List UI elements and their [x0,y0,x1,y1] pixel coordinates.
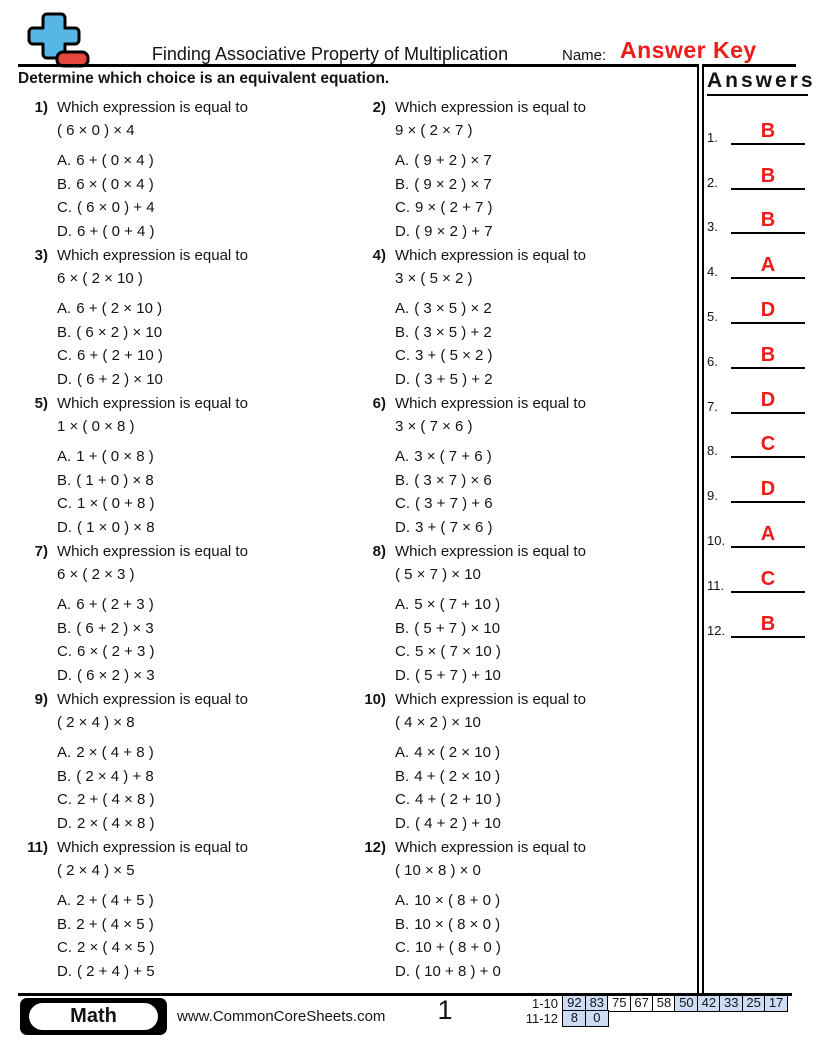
choice-option [395,173,586,197]
answer-number: 3. [707,219,718,235]
choice-expression: ( 4 + 2 ) + 10 [415,814,501,832]
header-divider-line [18,64,796,67]
question-block [356,98,694,246]
question-body [395,690,586,838]
choice-letter: B. [57,915,72,933]
question-prompt: Which expression is equal to [57,543,248,560]
choice-letter: A. [395,152,410,169]
choice-option [57,788,248,812]
choice-option [395,196,586,220]
choice-letter: C. [395,199,410,216]
answer-number: 6. [707,353,718,369]
choice-option [57,765,248,789]
choice-expression: 6 + ( 2 + 10 ) [77,347,163,364]
choice-list [395,445,586,539]
choice-letter: C. [395,495,410,512]
choice-expression: ( 3 + 5 ) + 2 [415,370,493,388]
question-prompt: Which expression is equal to [57,99,248,116]
question-number: 10) [364,691,386,708]
score-cell: 83 [585,995,609,1012]
question-expression: ( 2 × 4 ) × 5 [57,862,135,879]
question-block [356,542,694,690]
question-prompt: Which expression is equal to [57,395,248,412]
choice-option [57,812,248,836]
choice-expression: ( 6 + 2 ) × 3 [76,619,154,637]
question-number: 6) [372,395,386,412]
choice-expression: ( 1 + 0 ) × 8 [76,471,154,489]
choice-option [57,960,248,984]
choice-expression: 4 + ( 2 + 10 ) [415,791,501,808]
question-prompt: Which expression is equal to [395,247,586,264]
choice-list [57,445,248,539]
question-prompt: Which expression is equal to [395,839,586,856]
choice-expression: 5 × ( 7 × 10 ) [415,643,501,660]
question-block [356,838,694,986]
score-table-row [518,1010,788,1027]
answer-row [707,145,808,190]
choice-option [395,445,586,469]
question-number: 9) [34,691,48,708]
choice-expression: ( 3 × 5 ) + 2 [414,323,492,341]
answers-panel [707,69,816,638]
question-expression: ( 6 × 0 ) × 4 [57,122,135,139]
choice-option [395,593,586,617]
choice-letter: B. [395,767,410,785]
choice-letter: C. [395,939,410,956]
choice-expression: 3 + ( 5 × 2 ) [415,347,493,364]
choice-expression: 6 + ( 2 × 10 ) [76,300,163,317]
question-body [57,690,248,838]
score-cell: 33 [719,995,743,1012]
choice-option [395,344,586,368]
choice-expression: ( 10 + 8 ) + 0 [415,962,501,980]
choice-option [57,516,248,540]
answer-number: 12. [707,622,726,638]
choice-letter: A. [57,744,72,761]
question-number: 1) [34,99,48,116]
choice-letter: B. [395,323,410,341]
choice-list [395,297,586,391]
page-number: 1 [437,995,453,1025]
choice-letter: A. [395,448,410,465]
question-body [57,542,248,690]
choice-letter: A. [395,744,410,761]
choice-letter: C. [395,347,410,364]
choice-letter: C. [395,791,410,808]
choice-list [57,889,248,983]
choice-letter: D. [57,814,72,832]
choice-letter: C. [57,199,72,216]
choice-option [57,593,248,617]
answer-number: 7. [707,398,718,414]
choice-list [395,889,586,983]
choice-option [57,640,248,664]
choice-expression: ( 9 × 2 ) × 7 [414,175,492,193]
choice-expression: 9 × ( 2 + 7 ) [415,199,493,216]
choice-option [395,220,586,244]
choice-letter: A. [57,892,72,909]
choice-option [57,321,248,345]
answer-blank-line [731,434,805,458]
score-cell: 58 [652,995,676,1012]
question-block [356,246,694,394]
choice-option [395,812,586,836]
answer-row [707,548,808,593]
choice-letter: D. [395,222,410,240]
answer-number: 11. [707,577,725,593]
choice-list [57,297,248,391]
score-row-label: 11-12 [525,1011,558,1027]
question-prompt: Which expression is equal to [57,691,248,708]
choice-letter: D. [57,666,72,684]
choice-letter: B. [57,175,72,193]
answer-blank-line [731,166,805,190]
choice-letter: A. [57,596,72,613]
question-prompt: Which expression is equal to [395,99,586,116]
question-body [57,838,248,986]
choice-letter: C. [57,495,72,512]
choice-expression: 2 + ( 4 + 5 ) [76,892,154,909]
question-block [18,542,356,690]
choice-expression: 5 × ( 7 + 10 ) [414,596,501,613]
question-block [356,690,694,838]
answer-blank-line [731,210,805,234]
choice-option [395,664,586,688]
choice-expression: 2 × ( 4 × 5 ) [77,939,155,956]
answer-letter: A [760,254,776,277]
choice-expression: 6 + ( 0 × 4 ) [76,152,154,169]
questions-grid [18,98,694,986]
answer-row [707,190,808,235]
score-cell: 8 [562,1010,586,1027]
choice-letter: D. [395,814,410,832]
question-body [395,394,586,542]
answer-letter: B [760,343,776,366]
choice-option [57,196,248,220]
question-block [18,98,356,246]
question-body [57,98,248,246]
choice-expression: 4 × ( 2 × 10 ) [414,744,501,761]
choice-option [57,220,248,244]
question-block [18,690,356,838]
question-expression: ( 4 × 2 ) × 10 [395,714,481,731]
choice-letter: A. [395,596,410,613]
choice-letter: A. [57,448,72,465]
question-expression: 3 × ( 7 × 6 ) [395,418,473,435]
question-number: 3) [34,247,48,264]
answer-blank-line [731,524,805,548]
choice-option [57,149,248,173]
choice-expression: ( 9 × 2 ) + 7 [415,222,493,240]
choice-expression: 3 × ( 7 + 6 ) [414,448,492,465]
choice-letter: D. [395,962,410,980]
choice-expression: 2 × ( 4 × 8 ) [77,814,155,832]
answer-letter: D [760,298,776,321]
question-prompt: Which expression is equal to [57,247,248,264]
choice-letter: A. [395,892,410,909]
choice-option [395,741,586,765]
choice-expression: 2 + ( 4 × 5 ) [76,915,154,933]
subject-badge-label: Math [29,1003,158,1030]
answer-row [707,458,808,503]
choice-expression: ( 6 × 0 ) + 4 [77,199,155,216]
choice-list [57,741,248,835]
choice-option [57,617,248,641]
question-body [395,542,586,690]
choice-letter: D. [57,370,72,388]
choice-letter: B. [57,767,72,785]
answer-number: 8. [707,443,718,459]
answer-letter: A [760,522,776,545]
answer-blank-line [731,121,805,145]
choice-option [395,788,586,812]
choice-expression: 4 + ( 2 × 10 ) [414,767,501,785]
choice-expression: 1 × ( 0 + 8 ) [77,495,155,512]
choice-expression: ( 2 + 4 ) + 5 [77,962,155,980]
question-prompt: Which expression is equal to [395,691,586,708]
choice-expression: ( 9 + 2 ) × 7 [414,152,492,169]
score-row-label: 1-10 [531,996,558,1011]
choice-expression: 1 + ( 0 × 8 ) [76,448,154,465]
website-url: www.CommonCoreSheets.com [177,1008,386,1025]
answer-letter: B [760,612,776,635]
choice-letter: C. [57,791,72,808]
choice-letter: D. [395,370,410,388]
answer-number: 4. [707,264,718,280]
choice-expression: 10 + ( 8 + 0 ) [415,939,501,956]
answers-heading: Answers [707,69,808,96]
choice-option [57,469,248,493]
choice-option [395,492,586,516]
score-cell: 75 [607,995,631,1012]
answer-blank-line [731,479,805,503]
answer-letter: C [760,567,776,590]
answer-list [707,100,808,638]
name-label: Name: [562,47,607,64]
question-body [57,394,248,542]
choice-letter: A. [57,300,72,317]
choice-expression: ( 1 × 0 ) × 8 [77,518,155,536]
answer-blank-line [731,255,805,279]
answer-row [707,369,808,414]
question-number: 7) [34,543,48,560]
score-cell: 17 [764,995,788,1012]
answer-letter: B [760,164,776,187]
choice-expression: ( 3 × 5 ) × 2 [414,300,492,317]
choice-letter: C. [57,939,72,956]
choice-option [395,321,586,345]
choice-letter: B. [57,471,72,489]
question-number: 8) [372,543,386,560]
choice-list [57,593,248,687]
choice-option [57,297,248,321]
question-expression: ( 5 × 7 ) × 10 [395,566,481,583]
question-body [395,98,586,246]
choice-expression: 6 + ( 0 + 4 ) [77,222,155,240]
choice-option [57,664,248,688]
choice-list [395,741,586,835]
answer-number: 2. [707,174,718,190]
choice-letter: B. [395,619,410,637]
choice-expression: 2 + ( 4 × 8 ) [77,791,155,808]
choice-letter: C. [57,643,72,660]
choice-expression: ( 3 + 7 ) + 6 [415,495,493,512]
question-prompt: Which expression is equal to [395,395,586,412]
answer-row [707,503,808,548]
choice-option [57,741,248,765]
question-expression: 9 × ( 2 × 7 ) [395,122,473,139]
choice-option [57,889,248,913]
choice-expression: 6 + ( 2 + 3 ) [76,596,154,613]
choice-expression: 6 × ( 0 × 4 ) [76,175,154,193]
question-expression: ( 10 × 8 ) × 0 [395,862,481,879]
choice-expression: ( 2 × 4 ) + 8 [76,767,154,785]
choice-option [395,960,586,984]
answer-row [707,100,808,145]
choice-expression: 10 × ( 8 × 0 ) [414,915,501,933]
answer-row [707,414,808,459]
question-block [356,394,694,542]
choice-option [57,173,248,197]
question-block [18,838,356,986]
question-block [18,394,356,542]
page-title: Finding Associative Property of Multiplication [151,44,509,64]
choice-option [395,640,586,664]
choice-expression: 3 + ( 7 × 6 ) [415,518,493,536]
answer-row [707,234,808,279]
answer-letter: D [760,478,776,501]
choice-list [395,149,586,243]
score-cell: 0 [585,1010,609,1027]
answer-blank-line [731,390,805,414]
score-cell: 92 [562,995,586,1012]
choice-option [57,492,248,516]
choice-option [395,469,586,493]
choice-option [395,889,586,913]
choice-option [57,368,248,392]
question-expression: 1 × ( 0 × 8 ) [57,418,135,435]
choice-option [57,445,248,469]
answers-column-divider [697,64,704,995]
choice-list [57,149,248,243]
score-cell: 50 [674,995,698,1012]
question-number: 11) [27,839,48,856]
answer-letter: B [760,209,776,232]
question-expression: 3 × ( 5 × 2 ) [395,270,473,287]
answer-blank-line [731,614,805,638]
score-table [518,995,788,1027]
choice-letter: D. [395,666,410,684]
choice-letter: A. [57,152,72,169]
question-expression: 6 × ( 2 × 3 ) [57,566,135,583]
answer-letter: B [760,119,776,142]
choice-expression: 10 × ( 8 + 0 ) [414,892,501,909]
choice-letter: D. [57,222,72,240]
choice-letter: D. [57,962,72,980]
answer-row [707,324,808,369]
answer-number: 1. [707,129,718,145]
answer-key-label: Answer Key [620,37,757,63]
subject-badge [20,998,167,1035]
question-number: 4) [372,247,386,264]
answer-number: 9. [707,488,718,504]
answer-blank-line [731,569,805,593]
choice-option [395,913,586,937]
question-number: 2) [372,99,386,116]
choice-letter: C. [57,347,72,364]
answer-row [707,279,808,324]
answer-blank-line [731,300,805,324]
choice-letter: B. [57,323,72,341]
choice-option [57,344,248,368]
score-cell: 25 [742,995,766,1012]
answer-letter: C [760,433,776,456]
question-number: 5) [34,395,48,412]
question-body [395,838,586,986]
choice-letter: B. [395,175,410,193]
choice-expression: ( 6 + 2 ) × 10 [77,370,163,388]
choice-option [395,516,586,540]
choice-letter: B. [395,471,410,489]
choice-letter: B. [57,619,72,637]
question-block [18,246,356,394]
answer-letter: D [760,388,776,411]
score-cell: 67 [630,995,654,1012]
question-expression: ( 2 × 4 ) × 8 [57,714,135,731]
question-body [57,246,248,394]
choice-expression: ( 5 + 7 ) × 10 [414,619,501,637]
choice-option [57,936,248,960]
choice-option [395,297,586,321]
question-number: 12) [364,839,386,856]
choice-option [57,913,248,937]
choice-option [395,368,586,392]
choice-expression: ( 6 × 2 ) × 3 [77,666,155,684]
choice-option [395,617,586,641]
choice-letter: B. [395,915,410,933]
score-cell: 42 [697,995,721,1012]
choice-list [395,593,586,687]
choice-expression: 2 × ( 4 + 8 ) [76,744,154,761]
answer-number: 5. [707,308,718,324]
choice-expression: ( 3 × 7 ) × 6 [414,471,492,489]
choice-option [395,149,586,173]
choice-expression: 6 × ( 2 + 3 ) [77,643,155,660]
answer-blank-line [731,345,805,369]
choice-option [395,936,586,960]
choice-expression: ( 5 + 7 ) + 10 [415,666,501,684]
choice-letter: D. [395,518,410,536]
answer-row [707,593,808,638]
choice-option [395,765,586,789]
choice-expression: ( 6 × 2 ) × 10 [76,323,163,341]
question-expression: 6 × ( 2 × 10 ) [57,270,143,287]
question-prompt: Which expression is equal to [57,839,248,856]
question-body [395,246,586,394]
answer-number: 10. [707,532,726,548]
choice-letter: C. [395,643,410,660]
choice-letter: D. [57,518,72,536]
instruction-text: Determine which choice is an equivalent equation. [18,70,390,87]
choice-letter: A. [395,300,410,317]
question-prompt: Which expression is equal to [395,543,586,560]
